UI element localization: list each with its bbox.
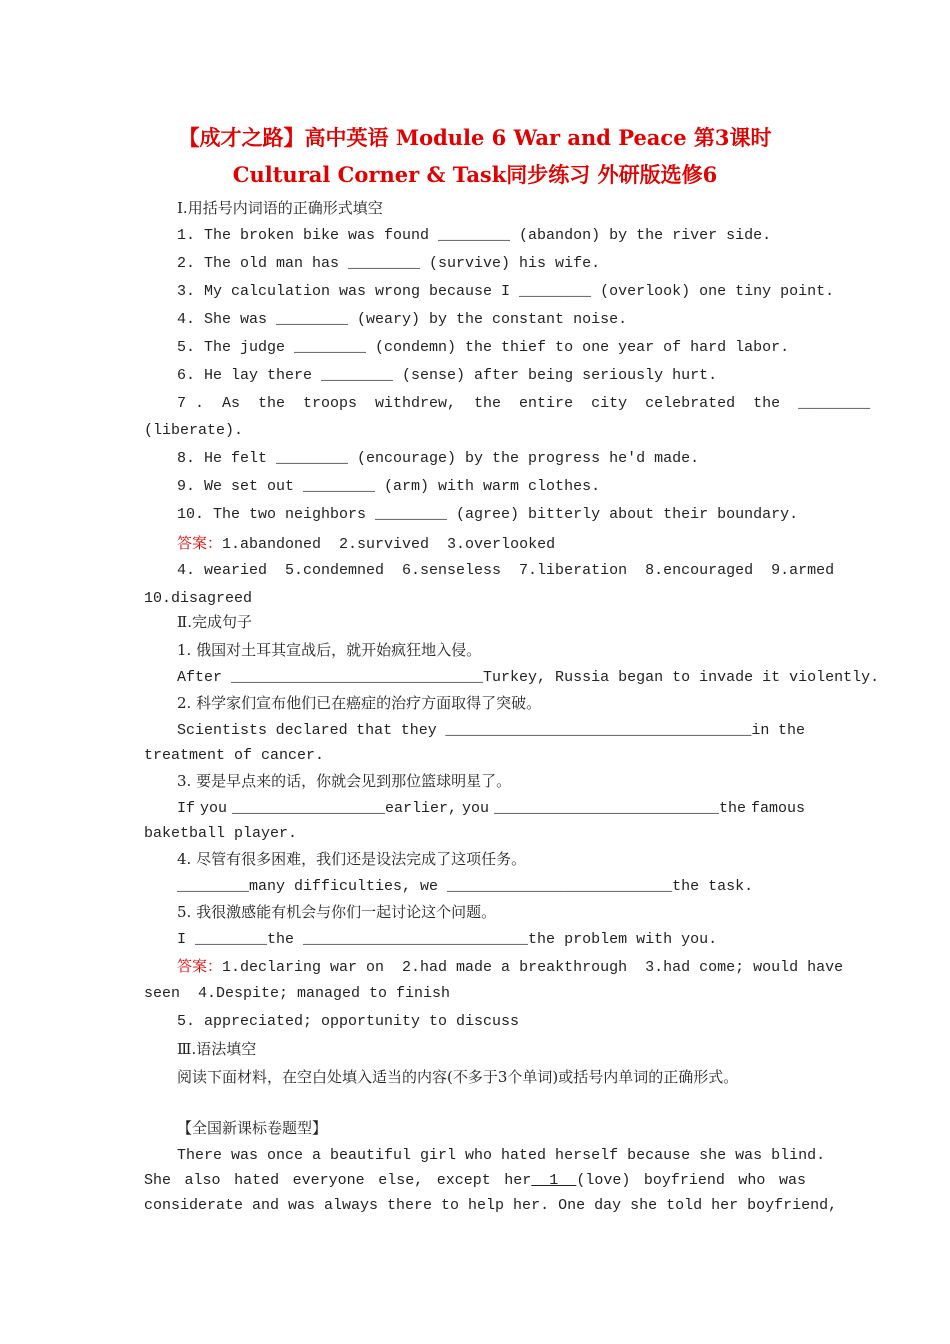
s3-instruction: 阅读下面材料，在空白处填入适当的内容(不多于3个单词)或括号内单词的正确形式。 [177,1068,739,1086]
s2-q4-chinese: 4. 尽管有很多困难，我们还是设法完成了这项任务。 [177,850,527,868]
passage-line-1: There was once a beautiful girl who hated herself because she was blind. [177,1147,826,1164]
s2-q4-english: ________many difficulties, we _________________________the task. [177,878,754,895]
s2-q3-chinese: 3. 要是早点来的话，你就会见到那位篮球明星了。 [177,772,512,790]
answer-label: 答案： [177,534,223,552]
word: hated [234,1172,280,1189]
word: declared [275,722,348,739]
word: Scientists [177,722,268,739]
word: _________________earlier, [231,800,458,817]
blank-number: 1 [531,1172,577,1189]
word: who [738,1172,766,1189]
word: boyfriend [643,1172,725,1189]
word: the [777,722,805,739]
word: except [436,1172,491,1189]
s1-item-6: 6. He lay there ________ (sense) after being seriously hurt. [177,367,718,384]
passage-line-3: considerate and was always there to help her. One day she told her boyfriend, [144,1197,838,1214]
s2-answer-text-1: 1.declaring war on 2.had made a breakthrough 3.had come; would have [222,959,844,976]
blank-1 [504,1171,630,1191]
word: that [356,722,393,739]
s2-answer-line-3: 5. appreciated; opportunity to discuss [177,1013,520,1030]
word: her [504,1172,532,1189]
word: famous [750,800,805,817]
s2-answer-line-2: seen 4.Despite; managed to finish [144,985,451,1002]
s1-item-5: 5. The judge ________ (condemn) the thief to one year of hard labor. [177,339,790,356]
word: If [177,800,196,817]
word: everyone [292,1172,365,1189]
s1-item-4: 4. She was ________ (weary) by the constant noise. [177,311,628,328]
s2-q1-english: After ____________________________Turkey, Russia began to invade it violently. [177,669,880,686]
section-2-heading: Ⅱ.完成句子 [177,613,252,631]
s1-item-3: 3. My calculation was wrong because I ________ (overlook) one tiny point. [177,283,835,300]
title-line-1: 【成才之路】高中英语 Module 6 War and Peace 第3课时 [178,125,772,150]
word: else, [378,1172,424,1189]
word: you [461,800,489,817]
s1-item-2: 2. The old man has ________ (survive) his wife. [177,255,601,272]
word: __________________________________in [445,722,770,739]
s1-item-9: 9. We set out ________ (arm) with warm clothes. [177,478,601,495]
title-line-2: Cultural Corner & Task同步练习 外研版选修6 [232,162,718,187]
s2-q2-english-cont: treatment of cancer. [144,747,325,764]
s2-q5-english: I ________the _________________________the problem with you. [177,931,718,948]
word: also [184,1172,221,1189]
s3-source-tag: 【全国新课标卷题型】 [177,1119,328,1137]
word: you [199,800,227,817]
s1-answer-text-1: 1.abandoned 2.survived 3.overlooked [222,536,556,553]
s2-q2-chinese: 2. 科学家们宣布他们已在癌症的治疗方面取得了突破。 [177,694,542,712]
answer-label: 答案： [177,957,223,975]
section-3-heading: Ⅲ.语法填空 [177,1040,257,1058]
s1-item-8: 8. He felt ________ (encourage) by the progress he'd made. [177,450,700,467]
s2-q3-english [177,799,805,819]
s1-item-1: 1. The broken bike was found ________ (abandon) by the river side. [177,227,772,244]
s2-q5-chinese: 5. 我很激感能有机会与你们一起讨论这个问题。 [177,903,497,921]
s2-q3-english-cont: baketball player. [144,825,298,842]
section-1-heading: Ⅰ.用括号内词语的正确形式填空 [177,199,383,217]
word: She [144,1172,172,1189]
s1-answer-line-3: 10.disagreed [144,590,253,607]
s1-item-10: 10. The two neighbors ________ (agree) bitterly about their boundary. [177,506,799,523]
s2-q1-chinese: 1. 俄国对土耳其宣战后，就开始疯狂地入侵。 [177,641,482,659]
s1-answer-line-1 [177,533,555,555]
s2-q2-english [177,721,805,741]
word: they [400,722,437,739]
s2-answer-line-1 [177,956,843,978]
word: _________________________the [493,800,747,817]
s1-item-7-cont: (liberate). [144,422,244,439]
s1-item-7: 7 . As the troops withdrew, the entire city celebrated the ________ [177,395,871,412]
s1-answer-line-2: 4. wearied 5.condemned 6.senseless 7.liberation 8.encouraged 9.armed [177,562,835,579]
word: (love) [576,1172,631,1189]
passage-line-2 [144,1171,806,1191]
word: was [778,1172,806,1189]
